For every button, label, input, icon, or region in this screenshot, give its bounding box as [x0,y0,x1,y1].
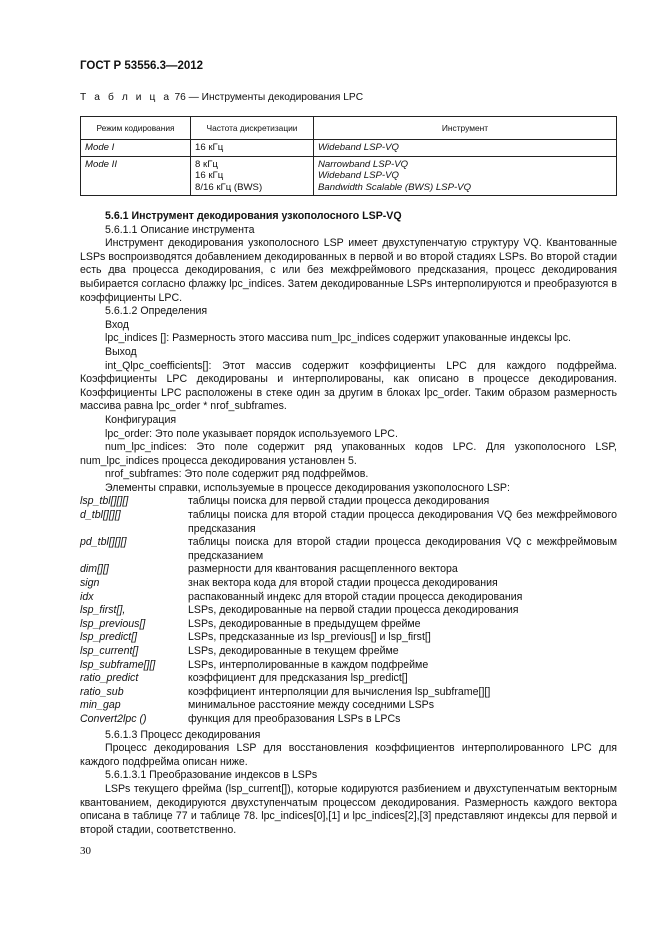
subsection-title-conversion: 5.6.1.3.1 Преобразование индексов в LSPs [105,769,318,782]
subsection-title-definitions: 5.6.1.2 Определения [105,305,208,318]
output-label: Выход [105,345,137,358]
table-caption-text: 76 — Инструменты декодирования LPC [174,92,364,103]
help-desc: знак вектора кода для второй стадии процесса декодирования [188,577,498,590]
help-desc: LSPs, декодированные в предыдущем фрейме [188,617,421,630]
section-body [80,210,617,837]
table-cell-rate [191,140,314,157]
process-paragraph: Процесс декодирования LSP для восстановления коэффициентов интерполированного LPC для каждого подфрейма описан ниже. [80,742,617,768]
list-item [80,495,617,509]
output-definition: int_Qlpc_coefficients[]: Этот массив содержит коэффициенты LPC для каждого подфрейма. Коэффициенты LPC декодированы и интерполированы, как описано в процессе декодирования. Коэффициенты LPC расположены в стеке один за другим в блоках lpc_order. Таким образом размерность массива равна lpc_order * nrof_subframes. [80,359,617,413]
help-desc: функция для преобразования LSPs в LPCs [188,712,401,725]
help-term: lsp_previous[] [80,617,146,630]
tool-value: Wideband LSP-VQ [318,170,399,182]
help-desc: LSPs, интерполированные в каждом подфрейме [188,658,429,671]
list-item [80,509,617,536]
list-item [80,536,617,563]
table-cell-tool [314,156,617,196]
subsection-title-process: 5.6.1.3 Процесс декодирования [105,728,261,741]
list-item [80,699,617,713]
table-caption [80,92,363,103]
rate-value: 8/16 кГц (BWS) [195,181,263,193]
table-cell-mode: Mode I [81,140,191,157]
rate-value: 16 кГц [195,142,224,153]
table-header-row [81,117,617,140]
help-term: lsp_first[], [80,604,126,617]
config-label: Конфигурация [105,413,177,426]
help-term: Convert2lpc () [80,712,147,725]
help-desc: LSPs, декодированные на первой стадии процесса декодирования [188,604,519,617]
tool-value: Wideband LSP-VQ [318,142,399,153]
description-paragraph: Инструмент декодирования узкополосного LSP имеет двухступенчатую структуру VQ. Квантованные LSPs воспроизводятся добавлением декодированных в первой и во второй стадиях LSPs. Во второй стадии есть два процесса декодирования, с или без межфреймового предсказания, процесс декодирования выбирается согласно флажку lpc_indices. Затем декодированные LSPs интерполируются и преобразуются в коэффициенты LPC. [80,237,617,304]
list-item [80,618,617,632]
help-desc: таблицы поиска для второй стадии процесса декодирования VQ с межфреймовым предсказанием [188,536,617,562]
help-term: ratio_sub [80,685,124,698]
help-desc: минимальное расстояние между соседними LSPs [188,699,435,712]
list-item [80,563,617,577]
list-item [80,591,617,605]
config-num-lpc-indices: num_lpc_indices: Это поле содержит ряд упакованных кодов LPC. Для узкополосного LSP, num_lpc_indices процесса декодирования установлен 5. [80,441,617,467]
standard-header: ГОСТ Р 53556.3—2012 [80,60,204,72]
help-elements-list [80,495,617,726]
tool-value: Bandwidth Scalable (BWS) LSP-VQ [318,181,472,193]
list-item [80,672,617,686]
rate-value: 16 кГц [195,170,224,182]
table-caption-label: Т а б л и ц а [80,92,172,103]
help-desc: LSPs, декодированные в текущем фрейме [188,645,399,657]
list-item [80,631,617,645]
section-title: 5.6.1 Инструмент декодирования узкополосного LSP-VQ [105,210,402,222]
page-number: 30 [80,845,91,857]
help-term: ratio_predict [80,672,139,685]
help-desc: размерности для квантования расщепленного вектора [188,563,458,576]
table-header-rate: Частота дискретизации [191,117,314,140]
list-item [80,577,617,591]
table-cell-rate [191,156,314,196]
input-label: Вход [105,318,129,331]
rate-value: 8 кГц [195,158,218,170]
help-term: min_gap [80,699,121,712]
table-row [81,156,617,196]
lpc-tools-table [80,116,617,196]
table-header-tool: Инструмент [314,117,617,140]
table-row [81,140,617,157]
help-term: sign [80,577,100,590]
tool-value: Narrowband LSP-VQ [318,158,409,170]
table-cell-tool [314,140,617,157]
help-desc: коэффициент для предсказания lsp_predict[] [188,672,408,685]
table-header-mode: Режим кодирования [81,117,191,140]
help-desc: таблицы поиска для второй стадии процесса декодирования VQ без межфреймового предсказания [188,509,617,535]
help-elements-intro: Элементы справки, используемые в процессе декодирования узкополосного LSP: [105,481,510,494]
help-desc: коэффициент интерполяции для вычисления lsp_subframe[][] [188,685,491,698]
help-term: lsp_predict[] [80,631,138,644]
help-desc: LSPs, предсказанные из lsp_previous[] и lsp_first[] [188,631,431,644]
subsection-title-description: 5.6.1.1 Описание инструмента [105,223,255,236]
conversion-paragraph: LSPs текущего фрейма (lsp_current[]), которые кодируются разбиением и двухступенчатым векторным квантованием, декодируются двухступенчатым процессом декодирования. Размерность каждого вектора описана в таблице 77 и таблице 78. lpc_indices[0],[1] и lpc_indices[2],[3] представляют индексы для первой и второй стадии, соответственно. [80,782,617,836]
list-item [80,659,617,673]
help-term: d_tbl[][][] [80,509,121,522]
config-nrof-subframes: nrof_subframes: Это поле содержит ряд подфреймов. [105,468,369,481]
config-lpc-order: lpc_order: Это поле указывает порядок используемого LPC. [105,427,398,440]
help-desc: таблицы поиска для первой стадии процесса декодирования [188,495,490,508]
input-definition: lpc_indices []: Размерность этого массива num_lpc_indices содержит упакованные индексы lpc. [105,332,571,345]
list-item [80,604,617,618]
list-item [80,713,617,727]
help-term: dim[][] [80,563,109,576]
help-term: lsp_tbl[][][] [80,495,129,508]
help-term: lsp_current[] [80,645,139,657]
help-term: pd_tbl[][][] [80,536,127,549]
help-desc: распакованный индекс для второй стадии процесса декодирования [188,590,523,603]
table-cell-mode: Mode II [81,156,191,196]
help-term: idx [80,590,94,603]
list-item [80,645,617,659]
list-item [80,686,617,700]
help-term: lsp_subframe[][] [80,658,156,671]
